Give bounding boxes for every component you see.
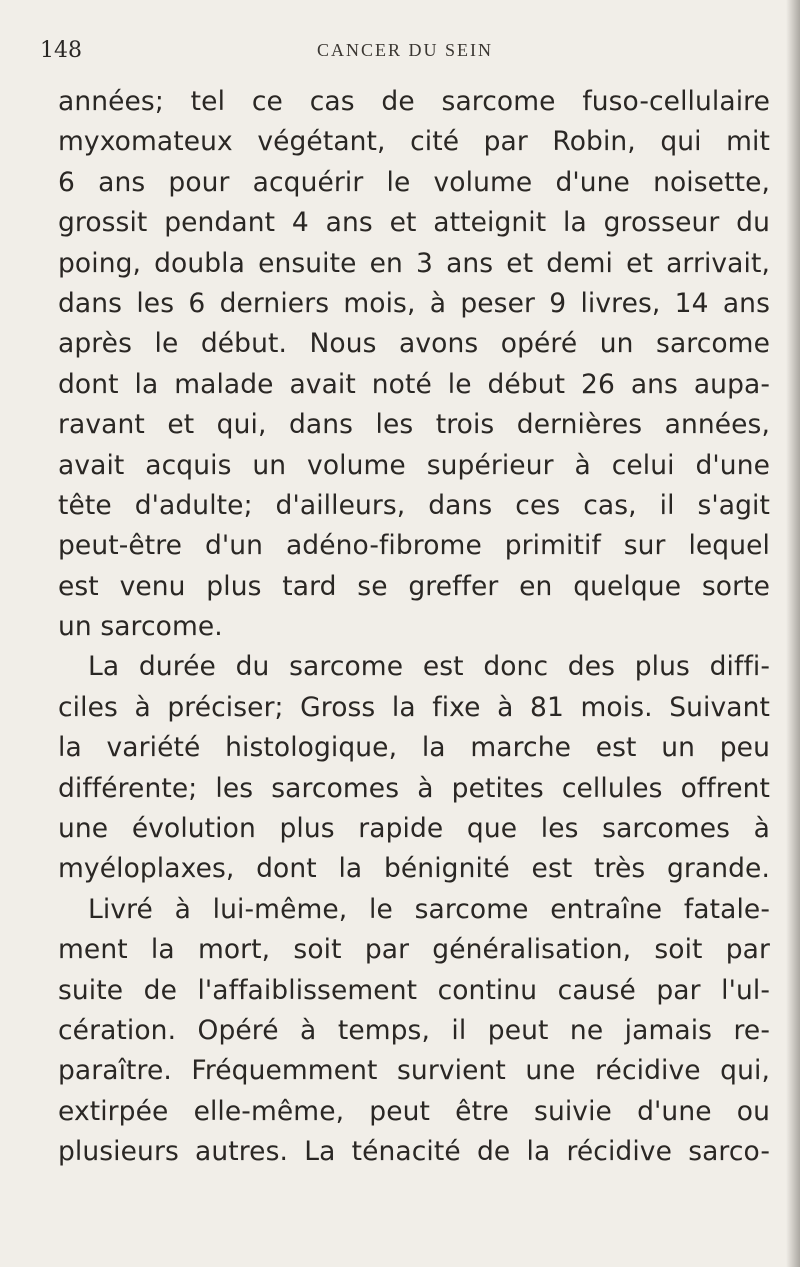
text-line: est venu plus tard se greffer en quelque sorte [58,570,770,602]
text-line: ciles à préciser; Gross la fixe à 81 mois. Suivant [58,691,770,723]
paragraph-start-line: La durée du sarcome est donc des plus diffi- [88,651,770,683]
text-line: ment la mort, soit par généralisation, soit par [58,934,770,966]
text-line: années; tel ce cas de sarcome fuso-cellulaire [58,86,770,117]
page-number: 148 [40,38,82,63]
text-line: différente; les sarcomes à petites cellules offrent [58,772,770,804]
text-line: suite de l'affaiblissement continu causé par l'ul- [58,974,770,1006]
text-line: grossit pendant 4 ans et atteignit la grosseur du [58,207,770,239]
text-line: après le début. Nous avons opéré un sarcome [58,328,770,360]
text-line: myéloplaxes, dont la bénignité est très grande. [58,853,770,885]
page-header [40,38,770,66]
page-edge-shadow [786,0,800,1267]
text-line: extirpée elle-même, peut être suivie d'une ou [58,1095,770,1127]
text-line: paraître. Fréquemment survient une récidive qui, [58,1055,770,1087]
text-line: dans les 6 derniers mois, à peser 9 livres, 14 ans [58,287,770,319]
text-line: la variété histologique, la marche est un peu [58,732,770,764]
text-line: poing, doubla ensuite en 3 ans et demi et arrivait, [58,247,770,279]
text-line: Livré à lui-même, le sarcome entraîne fatale- [88,893,770,925]
text-line: tête d'adulte; d'ailleurs, dans ces cas, il s'agit [58,489,770,521]
body-text [58,82,770,1173]
text-line: un sarcome. [58,611,223,643]
text-line: ravant et qui, dans les trois dernières années, [58,409,770,441]
text-line: dont la malade avait noté le début 26 ans aupa- [58,368,770,400]
running-head: CANCER DU SEIN [316,40,493,60]
text-line: une évolution plus rapide que les sarcomes à [58,813,770,845]
text-line: avait acquis un volume supérieur à celui d'une [58,449,770,481]
text-line: peut-être d'un adéno-fibrome primitif sur lequel [58,530,770,562]
text-line: plusieurs autres. La ténacité de la récidive sarco- [58,1136,770,1168]
text-line: myxomateux végétant, cité par Robin, qui mit [58,126,770,158]
text-line: 6 ans pour acquérir le volume d'une noisette, [58,166,770,198]
text-line: cération. Opéré à temps, il peut ne jamais re- [58,1014,770,1046]
